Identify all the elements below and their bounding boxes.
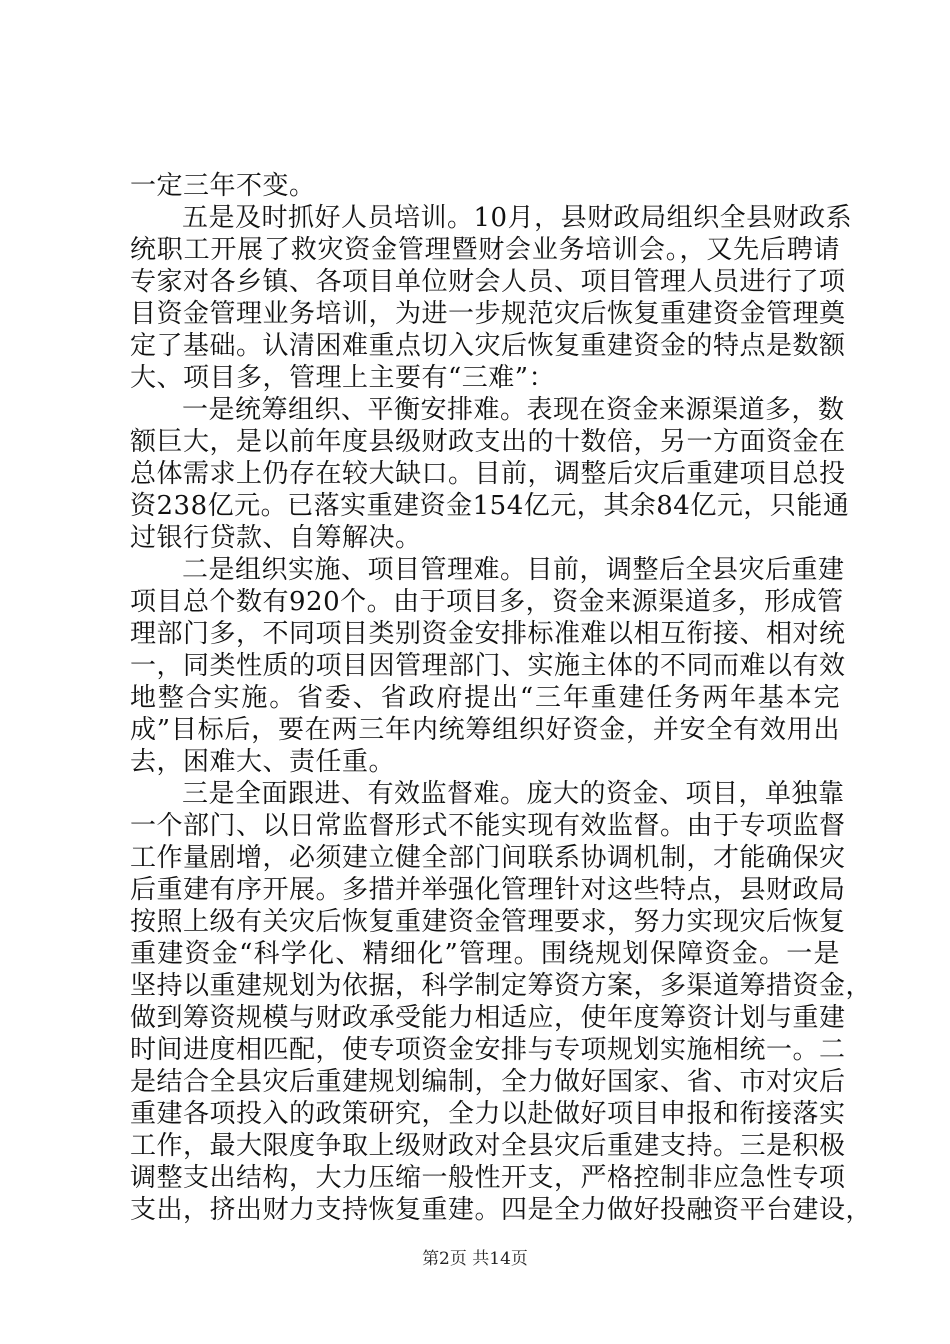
text-line: 支出，挤出财力支持恢复重建。四是全力做好投融资平台建设， bbox=[130, 1195, 873, 1225]
text-line: 资238亿元。已落实重建资金154亿元，其余84亿元，只能通 bbox=[130, 491, 850, 521]
text-line: 项目总个数有920个。由于项目多，资金来源渠道多，形成管 bbox=[130, 587, 844, 617]
text-line: 成”目标后，要在两三年内统筹组织好资金，并安全有效用出 bbox=[130, 715, 840, 745]
page-number-footer: 第2页 共14页 bbox=[422, 1249, 528, 1269]
text-line: 过银行贷款、自筹解决。 bbox=[130, 523, 422, 553]
text-line: 时间进度相匹配，使专项资金安排与专项规划实施相统一。二 bbox=[130, 1035, 846, 1065]
text-line: 重建资金“科学化、精细化”管理。围绕规划保障资金。一是 bbox=[130, 939, 840, 969]
text-line: 是结合全县灾后重建规划编制，全力做好国家、省、市对灾后 bbox=[130, 1067, 846, 1097]
text-line: 一是统筹组织、平衡安排难。表现在资金来源渠道多，数 bbox=[182, 395, 845, 425]
text-line: 重建各项投入的政策研究，全力以赴做好项目申报和衔接落实 bbox=[130, 1099, 846, 1129]
text-line: 按照上级有关灾后恢复重建资金管理要求，努力实现灾后恢复 bbox=[130, 907, 846, 937]
text-line: 额巨大，是以前年度县级财政支出的十数倍，另一方面资金在 bbox=[130, 427, 846, 457]
text-line: 工作量剧增，必须建立健全部门间联系协调机制，才能确保灾 bbox=[130, 843, 846, 873]
text-line: 一个部门、以日常监督形式不能实现有效监督。由于专项监督 bbox=[130, 811, 846, 841]
text-line: 五是及时抓好人员培训。10月，县财政局组织全县财政系 bbox=[182, 203, 853, 233]
text-line: 后重建有序开展。多措并举强化管理针对这些特点，县财政局 bbox=[130, 875, 846, 905]
text-line: 目资金管理业务培训，为进一步规范灾后恢复重建资金管理奠 bbox=[130, 299, 846, 329]
text-line: 总体需求上仍存在较大缺口。目前，调整后灾后重建项目总投 bbox=[130, 459, 846, 489]
document-body bbox=[130, 170, 873, 1226]
text-line: 定了基础。认清困难重点切入灾后恢复重建资金的特点是数额 bbox=[130, 331, 846, 361]
text-line: 去，困难大、责任重。 bbox=[130, 747, 396, 777]
text-line: 一，同类性质的项目因管理部门、实施主体的不同而难以有效 bbox=[130, 651, 846, 681]
text-line: 二是组织实施、项目管理难。目前，调整后全县灾后重建 bbox=[182, 555, 845, 585]
text-line: 统职工开展了救灾资金管理暨财会业务培训会。，又先后聘请 bbox=[130, 235, 840, 265]
text-line: 理部门多，不同项目类别资金安排标准难以相互衔接、相对统 bbox=[130, 619, 846, 649]
text-line: 地整合实施。省委、省政府提出“三年重建任务两年基本完 bbox=[130, 683, 840, 713]
text-line: 工作，最大限度争取上级财政对全县灾后重建支持。三是积极 bbox=[130, 1131, 846, 1161]
text-line: 专家对各乡镇、各项目单位财会人员、项目管理人员进行了项 bbox=[130, 267, 846, 297]
text-line: 一定三年不变。 bbox=[130, 171, 316, 201]
text-line: 调整支出结构，大力压缩一般性开支，严格控制非应急性专项 bbox=[130, 1163, 846, 1193]
text-line: 做到筹资规模与财政承受能力相适应，使年度筹资计划与重建 bbox=[130, 1003, 846, 1033]
text-line: 三是全面跟进、有效监督难。庞大的资金、项目，单独靠 bbox=[182, 779, 845, 809]
text-line: 坚持以重建规划为依据，科学制定筹资方案，多渠道筹措资金， bbox=[130, 971, 873, 1001]
text-line: 大、项目多，管理上主要有“三难”： bbox=[130, 363, 556, 393]
